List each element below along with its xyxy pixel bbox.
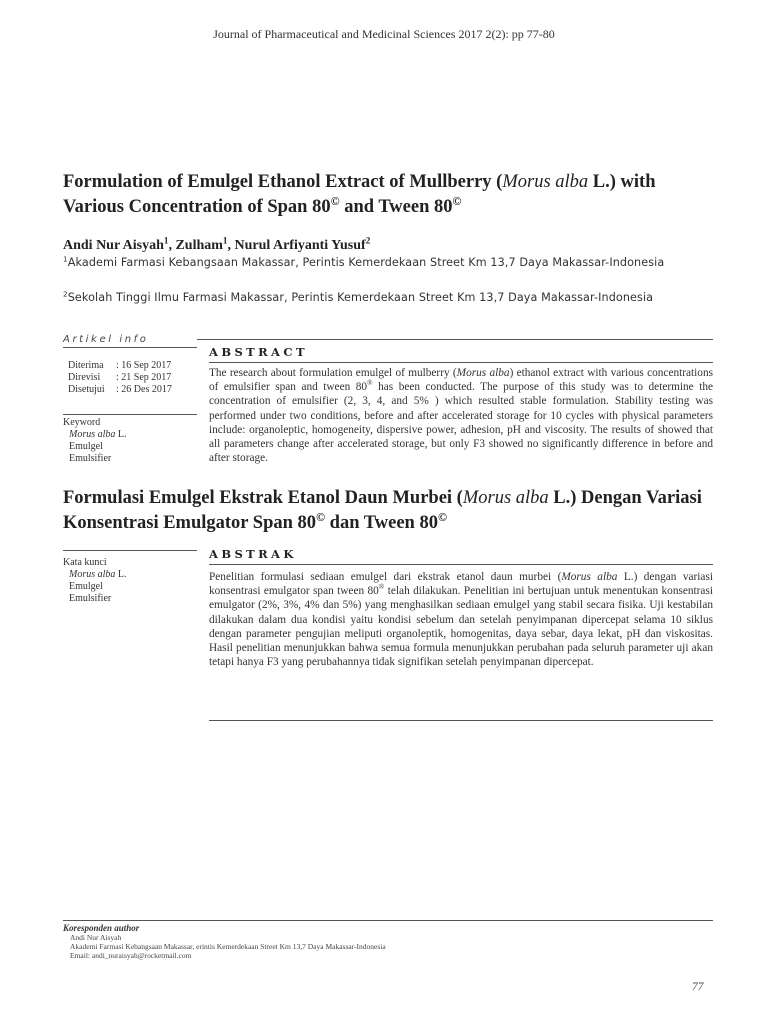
corresponding-author-email: Email: andi_nuraisyah@rocketmail.com <box>70 951 192 960</box>
corresponding-author-name: Andi Nur Aisyah <box>70 933 122 942</box>
copyright-mark: © <box>437 509 447 524</box>
date-value: : 26 Des 2017 <box>116 384 172 395</box>
registered-mark: ® <box>378 582 385 592</box>
author-affil-index: 1 <box>222 235 228 246</box>
abstract-indonesian <box>209 570 713 669</box>
author-affil-index: 1 <box>163 235 169 246</box>
title-text: L.) with Various Concentration of Span 80 <box>63 172 656 217</box>
affil-index: 2 <box>63 289 68 299</box>
abstract-text: L.) dengan variasi konsentrasi emulgator span tween 80 <box>209 571 713 598</box>
title-text: L.) Dengan Variasi Konsentrasi Emulgator Span 80 <box>63 488 702 533</box>
keyword-item: Emulsifier <box>69 453 112 464</box>
affiliation-1 <box>63 255 683 271</box>
article-dates <box>68 360 172 396</box>
copyright-mark: © <box>452 193 462 208</box>
keyword-suffix: L. <box>115 569 127 580</box>
date-label: Diterima <box>68 360 104 371</box>
date-accepted <box>68 384 172 396</box>
keywords-title: Keyword <box>63 417 101 428</box>
date-label: Direvisi <box>68 372 101 383</box>
abstract-text: Penelitian formulasi sediaan emulgel dari ekstrak etanol daun murbei ( <box>209 571 562 583</box>
keyword-suffix: L. <box>115 429 127 440</box>
affil-text: Sekolah Tinggi Ilmu Farmasi Makassar, Perintis Kemerdekaan Street Km 13,7 Daya Makassar-Indonesia <box>67 291 654 304</box>
corresponding-author-label: Koresponden author <box>63 923 140 933</box>
divider <box>63 347 197 348</box>
keywords-title: Kata kunci <box>63 557 107 568</box>
date-revised <box>68 372 172 384</box>
date-value: : 21 Sep 2017 <box>116 372 172 383</box>
article-title-english <box>63 170 713 220</box>
abstract-heading: ABSTRACT <box>209 345 308 359</box>
author-name: Andi Nur Aisyah <box>63 238 164 253</box>
species-name: Morus alba <box>69 569 116 580</box>
keyword-item: Emulgel <box>69 441 103 452</box>
abstrak-heading: ABSTRAK <box>209 547 297 561</box>
keyword-item: Emulsifier <box>69 593 112 604</box>
divider <box>209 362 713 363</box>
species-name: Morus alba <box>69 429 116 440</box>
keywords-english <box>63 417 127 465</box>
abstract-english <box>209 366 713 465</box>
registered-mark: ® <box>367 378 373 388</box>
divider <box>209 720 713 721</box>
species-name: Morus alba <box>561 571 618 583</box>
species-name: Morus alba <box>462 488 549 508</box>
affil-index: 1 <box>63 254 68 264</box>
divider <box>209 564 713 565</box>
author-name: , Zulham <box>168 238 223 253</box>
copyright-mark: © <box>330 193 340 208</box>
copyright-mark: © <box>316 509 326 524</box>
affil-text: Akademi Farmasi Kebangsaan Makassar, Perintis Kemerdekaan Street Km 13,7 Daya Makassar-Indonesia <box>67 256 665 269</box>
affiliation-2 <box>63 290 683 306</box>
date-received <box>68 360 172 372</box>
author-list <box>63 235 371 254</box>
date-label: Disetujui <box>68 384 105 395</box>
species-name: Morus alba <box>502 172 589 192</box>
abstract-text: telah dilakukan. Penelitian ini bertujuan untuk menentukan konsentrasi emulgator (2%, 3%, 4% dan 5%) yang menghasilkan sediaan emulgel yang stabil secara fisika. Uji kestabilan dilakukan dalam dua kondisi yaitu kondisi sebelum dan setelah penyimpanan dipercepat selama 10 siklus dengan parameter pengujian meliputi organoleptik, homogenitas, daya sebar, daya lekat, pH dan viskositas. Hasil penelitian menunjukkan bahwa semua formula menunjukkan perubahan pada seluruh parameter uji akan tetapi hanya F3 yang perubahannya tidak signifikan setelah penyimpanan dipercepat. <box>209 585 713 669</box>
abstract-text: ) ethanol extract with various concentrations of emulsifier span and tween 80 <box>209 367 713 394</box>
divider <box>63 550 197 551</box>
article-info-label: Artikel info <box>63 334 149 345</box>
title-text: Formulasi Emulgel Ekstrak Etanol Daun Murbei ( <box>63 488 463 508</box>
divider <box>197 339 713 340</box>
page-number: 77 <box>692 981 704 993</box>
corresponding-author-affiliation: Akademi Farmasi Kebangsaan Makassar, erintis Kemerdekaan Street Km 13,7 Daya Makassar-Indonesia <box>70 942 386 951</box>
keyword-item <box>63 569 127 581</box>
divider <box>63 414 197 415</box>
author-affil-index: 2 <box>365 235 371 246</box>
species-name: Morus alba <box>456 367 510 379</box>
article-title-indonesian <box>63 486 713 536</box>
journal-header: Journal of Pharmaceutical and Medicinal Sciences 2017 2(2): pp 77-80 <box>213 27 555 41</box>
keywords-indonesian <box>63 557 127 605</box>
title-text: dan Tween 80 <box>325 513 438 533</box>
title-text: and Tween 80 <box>339 197 453 217</box>
abstract-text: has been conducted. The purpose of this study was to determine the concentration of emulsifier (2, 3, 4, and 5% ) which resulted stable formulation. Stability testing was performed under two conditions, before and after accelerated storage for 10 cycles with physical parameters include: organoleptic, homogeneity, dispersive power, adhesion, pH and viscosity. The results of showed that all parameters change after accelerated storage, but only F3 showed no significantly difference in before and after storage. <box>209 381 714 465</box>
footer-divider <box>63 920 713 921</box>
keyword-item <box>63 429 127 441</box>
date-value: : 16 Sep 2017 <box>116 360 172 371</box>
author-name: , Nurul Arfiyanti Yusuf <box>227 238 366 253</box>
title-text: Formulation of Emulgel Ethanol Extract of Mullberry ( <box>63 172 503 192</box>
keyword-item: Emulgel <box>69 581 103 592</box>
abstract-text: The research about formulation emulgel of mulberry ( <box>209 367 457 379</box>
